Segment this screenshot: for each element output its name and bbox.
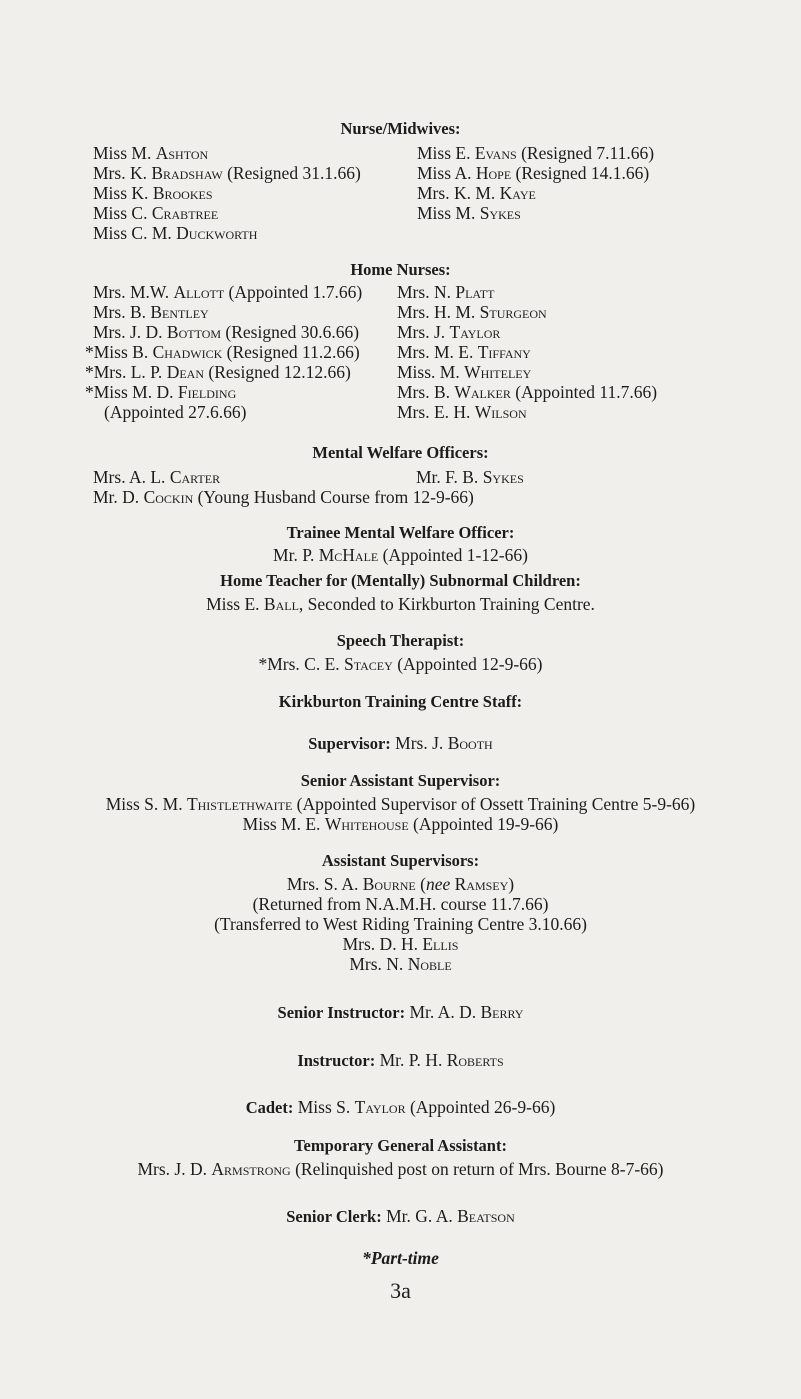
staff-entry: *Miss M. D. Fielding: [85, 382, 237, 402]
staff-entry: *Miss B. Chadwick (Resigned 11.2.66): [85, 342, 360, 362]
staff-entry: Miss S. M. Thistlethwaite (Appointed Supervisor of Ossett Training Centre 5-9-66): [105, 794, 696, 814]
staff-entry: Miss M. Ashton: [93, 143, 209, 163]
home-nurses-heading: Home Nurses:: [350, 260, 451, 279]
staff-entry: *Mrs. C. E. Stacey (Appointed 12-9-66): [258, 654, 543, 674]
staff-entry: Mrs. D. H. Ellis: [342, 934, 459, 954]
staff-entry: Mrs. S. A. Bourne (nee Ramsey): [286, 874, 515, 894]
senior-assistant-heading: Senior Assistant Supervisor:: [300, 771, 501, 790]
mental-welfare-heading: Mental Welfare Officers:: [312, 443, 489, 462]
staff-entry: Mrs. M.W. Allott (Appointed 1.7.66): [93, 282, 363, 302]
staff-entry: *Mrs. L. P. Dean (Resigned 12.12.66): [85, 362, 351, 382]
staff-entry: Mrs. N. Noble: [349, 954, 452, 974]
assistant-supervisors-heading: Assistant Supervisors:: [321, 851, 480, 870]
staff-entry: Mrs. J. D. Armstrong (Relinquished post on return of Mrs. Bourne 8-7-66): [137, 1159, 664, 1179]
staff-entry: Miss M. Sykes: [417, 203, 521, 223]
staff-entry: Mrs. K. Bradshaw (Resigned 31.1.66): [93, 163, 361, 183]
kirkburton-heading: Kirkburton Training Centre Staff:: [278, 692, 523, 711]
part-time-footnote: *Part-time: [362, 1248, 439, 1268]
staff-note: (Returned from N.A.M.H. course 11.7.66): [252, 894, 549, 914]
staff-entry: Miss M. E. Whitehouse (Appointed 19-9-66): [242, 814, 559, 834]
instructor-line: Instructor: Mr. P. H. Roberts: [297, 1050, 504, 1070]
staff-entry: Mrs. J. Taylor: [397, 322, 501, 342]
senior-instructor-line: Senior Instructor: Mr. A. D. Berry: [277, 1002, 524, 1022]
home-teacher-heading: Home Teacher for (Mentally) Subnormal Children:: [220, 571, 581, 590]
staff-entry: Mr. F. B. Sykes: [416, 467, 524, 487]
staff-entry: Mrs. E. H. Wilson: [397, 402, 527, 422]
staff-entry: Mrs. B. Bentley: [93, 302, 209, 322]
page-number: 3a: [390, 1278, 411, 1303]
staff-note: (Transferred to West Riding Training Centre 3.10.66): [214, 914, 587, 934]
staff-entry: Miss K. Brookes: [93, 183, 213, 203]
staff-entry: Miss C. Crabtree: [93, 203, 219, 223]
staff-entry: Miss E. Evans (Resigned 7.11.66): [417, 143, 655, 163]
supervisor-line: Supervisor: Mrs. J. Booth: [308, 733, 493, 753]
staff-entry: Mrs. J. D. Bottom (Resigned 30.6.66): [93, 322, 360, 342]
staff-entry: Miss. M. Whiteley: [397, 362, 532, 382]
staff-entry: Mrs. A. L. Carter: [93, 467, 221, 487]
staff-entry: Miss E. Ball, Seconded to Kirkburton Training Centre.: [206, 594, 595, 614]
staff-entry: Mrs. M. E. Tiffany: [397, 342, 531, 362]
staff-entry: Mr. P. McHale (Appointed 1-12-66): [273, 545, 528, 565]
staff-entry: Miss A. Hope (Resigned 14.1.66): [417, 163, 650, 183]
staff-entry: Mrs. H. M. Sturgeon: [397, 302, 547, 322]
cadet-line: Cadet: Miss S. Taylor (Appointed 26-9-66): [245, 1097, 556, 1117]
staff-entry: Mrs. K. M. Kaye: [417, 183, 536, 203]
staff-entry: Mr. D. Cockin (Young Husband Course from 12-9-66): [93, 487, 474, 507]
staff-entry: Mrs. B. Walker (Appointed 11.7.66): [397, 382, 658, 402]
speech-therapist-heading: Speech Therapist:: [336, 631, 465, 650]
trainee-heading: Trainee Mental Welfare Officer:: [286, 523, 515, 542]
senior-clerk-line: Senior Clerk: Mr. G. A. Beatson: [286, 1206, 515, 1226]
temporary-assistant-heading: Temporary General Assistant:: [294, 1136, 507, 1155]
nurse-midwives-heading: Nurse/Midwives:: [340, 119, 461, 138]
staff-entry: Miss C. M. Duckworth: [93, 223, 258, 243]
staff-entry: (Appointed 27.6.66): [104, 402, 247, 422]
staff-entry: Mrs. N. Platt: [397, 282, 495, 302]
